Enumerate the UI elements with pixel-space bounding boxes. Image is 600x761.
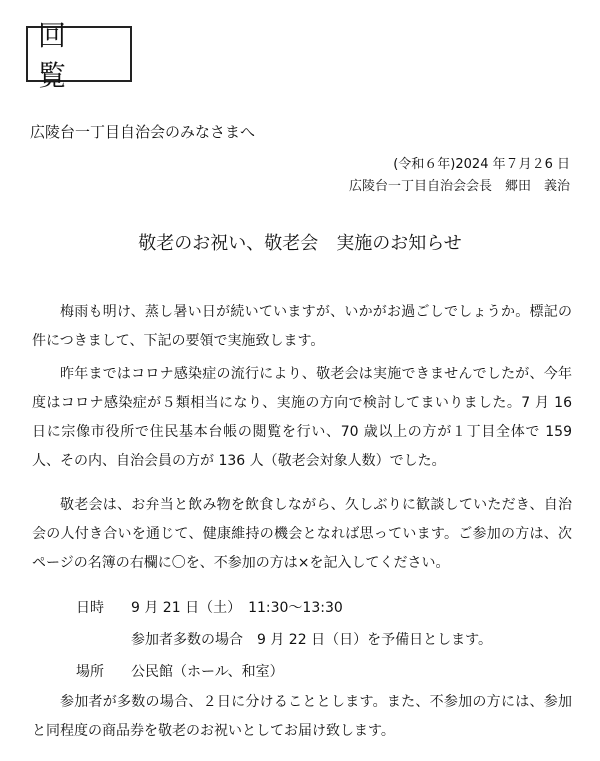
datetime-label: 日時 (76, 600, 104, 616)
paragraph-closing: 参加者が多数の場合、２日に分けることとします。また、不参加の方には、参加と同程度の商品券を敬老のお祝いとしてお届け致します。 (32, 694, 572, 739)
kairan-box (26, 19, 132, 92)
place-label: 場所 (76, 664, 104, 680)
addressee-line: 広陵台一丁目自治会のみなさまへ (30, 123, 256, 141)
kairan-label: 回 覧 (38, 19, 77, 92)
notice-title: 敬老のお祝い、敬老会 実施のお知らせ (138, 233, 462, 254)
paragraph-greeting: 梅雨も明け、蒸し暑い日が続いていますが、いかがお過ごしでしょうか。標記の件につきまして、下記の要領で実施致します。 (32, 304, 572, 349)
paragraph-purpose: 敬老会は、お弁当と飲み物を飲食しながら、久しぶりに歓談していただき、自治会の人付き合いを通じて、健康維持の機会となれば思っています。ご参加の方は、次ページの名簿の右欄に〇を、不参加の方は×を記入してください。 (32, 497, 572, 571)
place-value: 公民館（ホール、和室） (131, 664, 284, 680)
sender-line: 広陵台一丁目自治会会長 郷田 義治 (348, 179, 570, 194)
backup-date-note: 参加者多数の場合 9 月 22 日（日）を予備日とします。 (131, 632, 492, 648)
datetime-value: 9 月 21 日（土） 11:30～13:30 (131, 600, 343, 616)
date-line: (令和６年)2024 年７月２6 日 (393, 157, 570, 172)
paragraph-background: 昨年まではコロナ感染症の流行により、敬老会は実施できませんでしたが、今年度はコロナ感染症が５類相当になり、実施の方向で検討してまいりました。7 月 16 日に宗像市役所で住民基本台帳の閲覧を行い、70 歳以上の方が１丁目全体で 159 人、その内、自治会員の方が 136 人（敬老会対象人数）でした。 (32, 366, 572, 469)
